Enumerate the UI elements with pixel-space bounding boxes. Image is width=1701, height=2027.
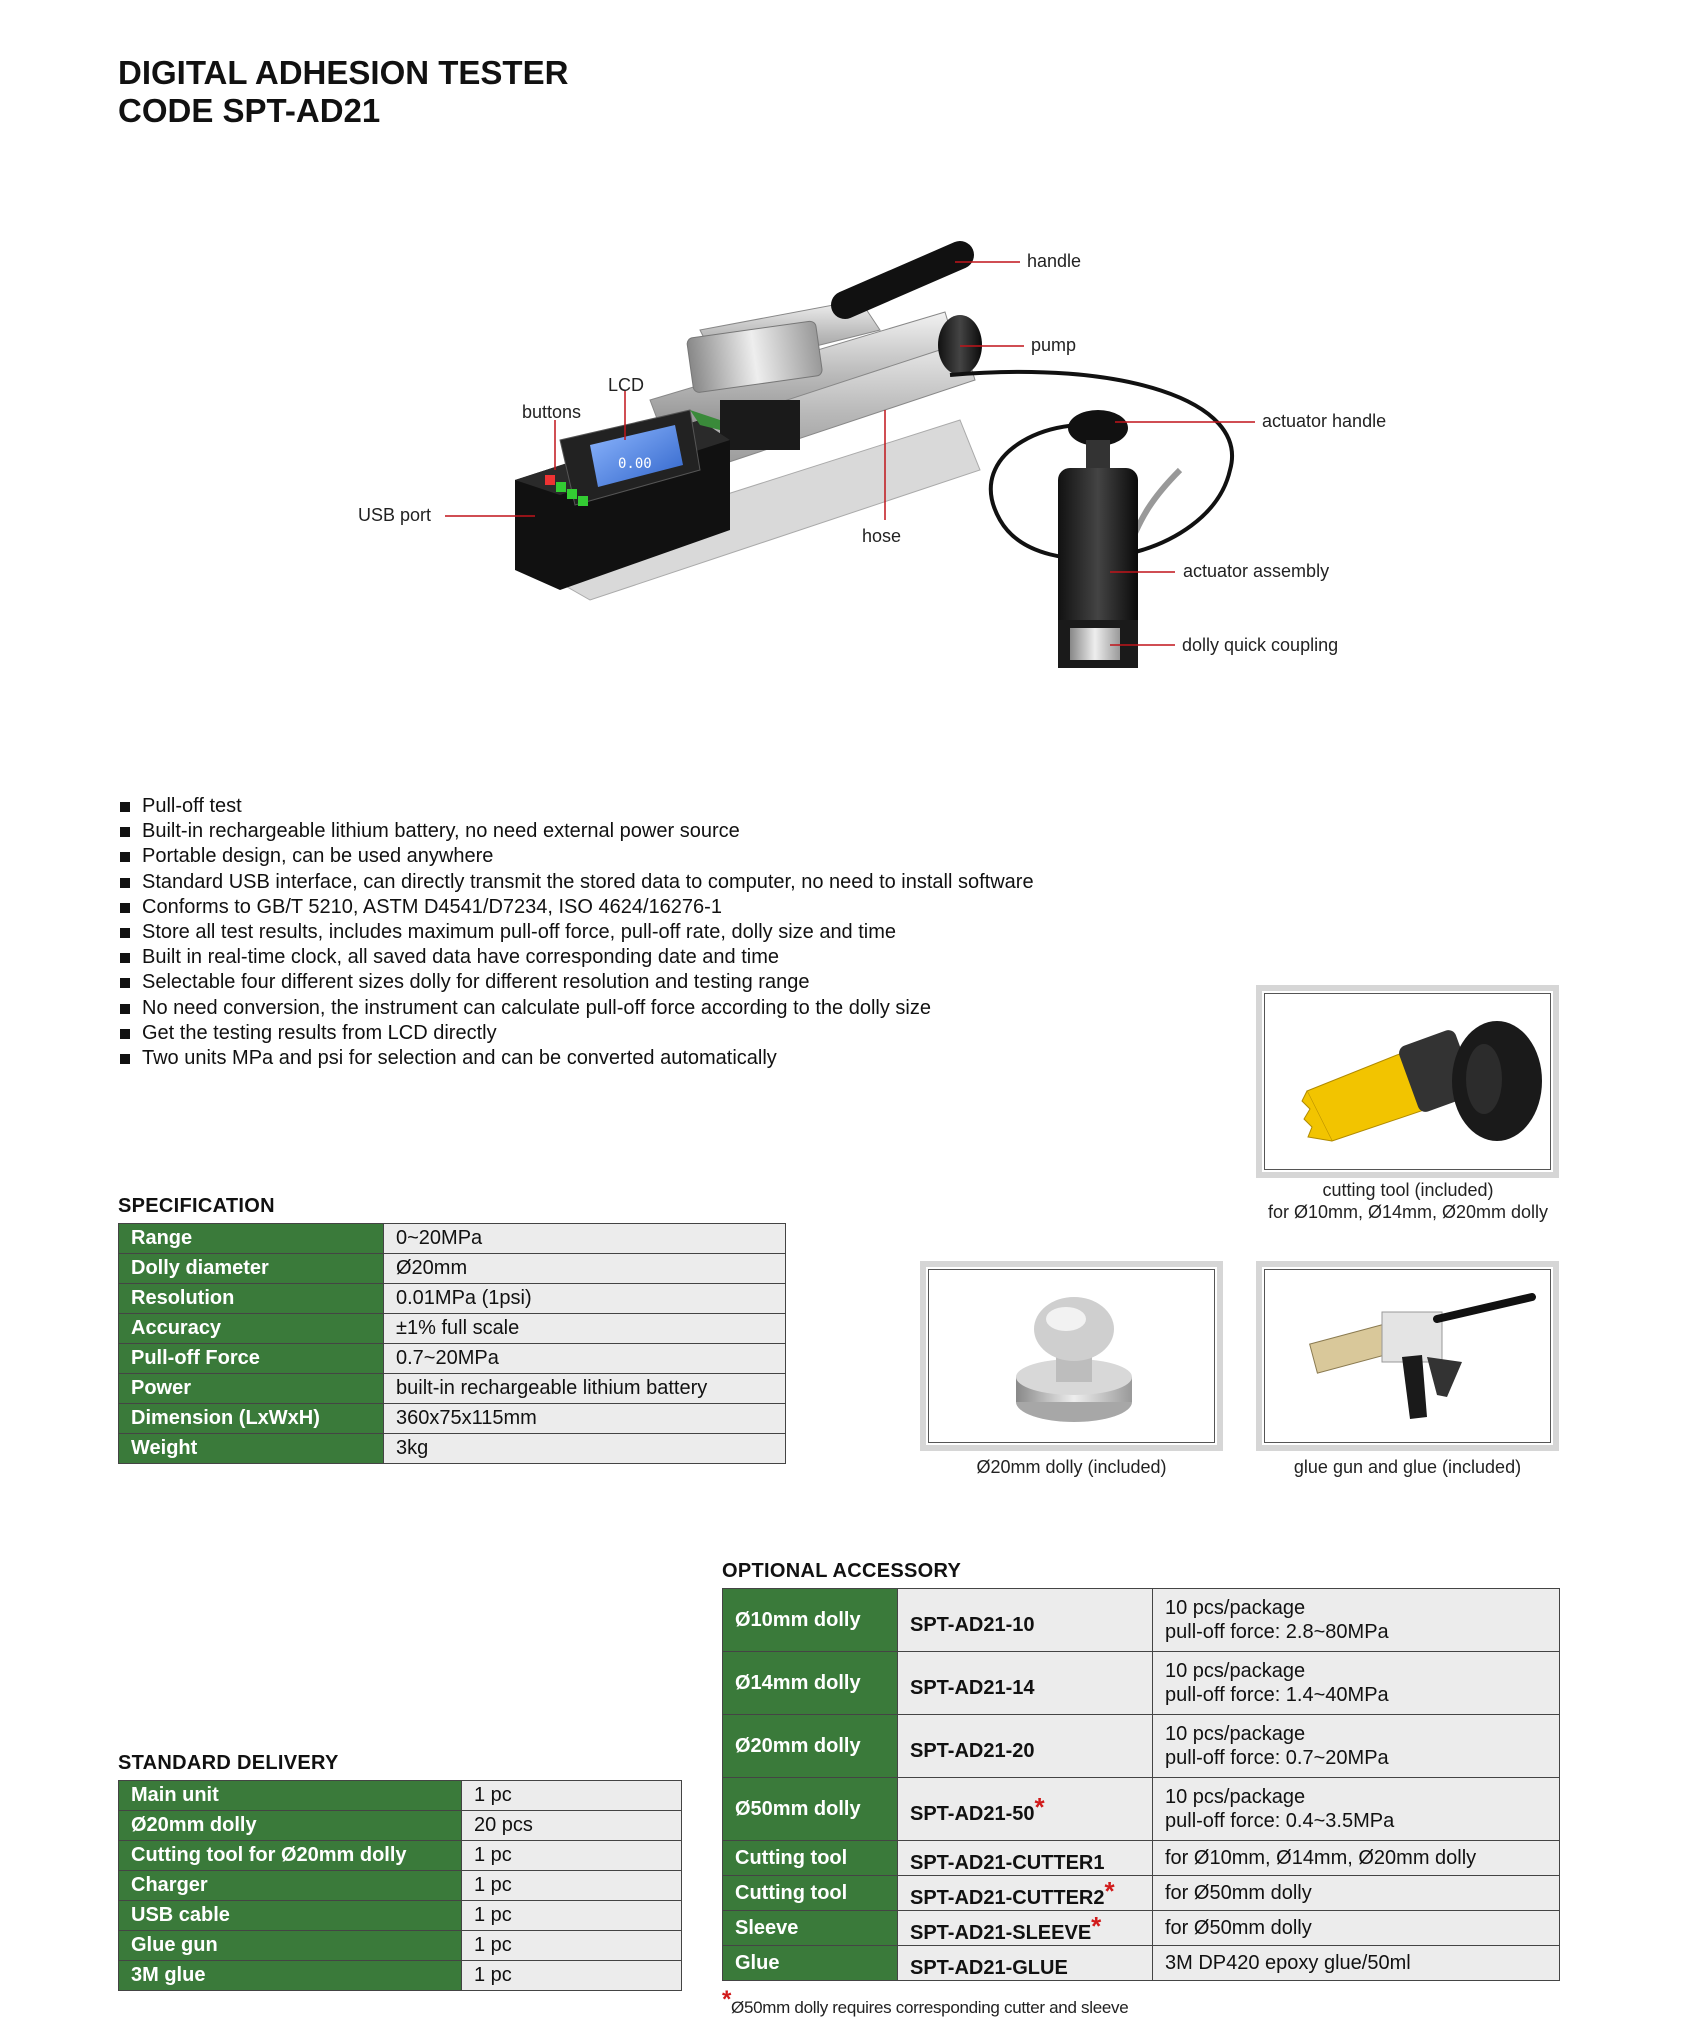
- table-row: [119, 1434, 786, 1464]
- delivery-label: USB cable: [119, 1901, 462, 1931]
- specification-table: [118, 1223, 786, 1464]
- table-row: [119, 1404, 786, 1434]
- table-row: [723, 1715, 1560, 1778]
- accessory-label: Glue: [723, 1946, 898, 1981]
- table-row: [119, 1961, 682, 1991]
- delivery-qty: 20 pcs: [462, 1811, 682, 1841]
- callout-hose: hose: [862, 526, 902, 546]
- table-row: [119, 1931, 682, 1961]
- callout-dolly-quick-coupling: dolly quick coupling: [1182, 635, 1339, 655]
- accessory-code: SPT-AD21-14: [898, 1652, 1153, 1715]
- delivery-qty: 1 pc: [462, 1781, 682, 1811]
- callout-handle: handle: [1027, 251, 1082, 271]
- accessory-desc: for Ø50mm dolly: [1153, 1911, 1560, 1946]
- accessory-code: SPT-AD21-SLEEVE*: [898, 1911, 1153, 1946]
- footnote-text: Ø50mm dolly requires corresponding cutter and sleeve: [731, 1998, 1129, 2017]
- delivery-label: Glue gun: [119, 1931, 462, 1961]
- table-row: [119, 1314, 786, 1344]
- accessory-label: Sleeve: [723, 1911, 898, 1946]
- accessory-code: SPT-AD21-10: [898, 1589, 1153, 1652]
- feature-item: Portable design, can be used anywhere: [120, 844, 1034, 869]
- spec-label: Range: [119, 1224, 384, 1254]
- spec-label: Dolly diameter: [119, 1254, 384, 1284]
- spec-label: Pull-off Force: [119, 1344, 384, 1374]
- optional-accessory-title: OPTIONAL ACCESSORY: [722, 1560, 962, 1582]
- delivery-label: Main unit: [119, 1781, 462, 1811]
- accessory-desc: 10 pcs/package pull-off force: 0.4~3.5MPa: [1153, 1778, 1560, 1841]
- spec-value: Ø20mm: [384, 1254, 786, 1284]
- accessory-desc: 10 pcs/package pull-off force: 2.8~80MPa: [1153, 1589, 1560, 1652]
- feature-item: Get the testing results from LCD directly: [120, 1021, 1034, 1046]
- spec-label: Weight: [119, 1434, 384, 1464]
- callout-buttons: buttons: [522, 402, 582, 422]
- callout-pump: pump: [1031, 335, 1077, 355]
- callout-usb-port: USB port: [358, 505, 432, 525]
- title-line-2: CODE SPT-AD21: [118, 92, 381, 129]
- accessory-desc: for Ø10mm, Ø14mm, Ø20mm dolly: [1153, 1841, 1560, 1876]
- accessory-code: SPT-AD21-GLUE: [898, 1946, 1153, 1981]
- delivery-qty: 1 pc: [462, 1961, 682, 1991]
- accessory-desc: 10 pcs/package pull-off force: 1.4~40MPa: [1153, 1652, 1560, 1715]
- page-title: [118, 54, 568, 130]
- lcd-reading: 0.00: [618, 456, 652, 472]
- delivery-label: Ø20mm dolly: [119, 1811, 462, 1841]
- feature-item: Conforms to GB/T 5210, ASTM D4541/D7234, ISO 4624/16276-1: [120, 895, 1034, 920]
- cutting-tool-image: [1262, 991, 1553, 1172]
- cutting-tool-caption-line1: cutting tool (included): [1322, 1180, 1494, 1200]
- dolly-image: [926, 1267, 1217, 1445]
- accessory-code: SPT-AD21-20: [898, 1715, 1153, 1778]
- title-line-1: DIGITAL ADHESION TESTER: [118, 54, 569, 91]
- spec-value: ±1% full scale: [384, 1314, 786, 1344]
- callout-actuator-assembly: actuator assembly: [1183, 561, 1330, 581]
- feature-item: Built-in rechargeable lithium battery, no need external power source: [120, 819, 1034, 844]
- feature-list: [120, 794, 1034, 1071]
- footnote-star: *: [722, 1986, 732, 2013]
- optional-accessory-table: [722, 1588, 1560, 1981]
- spec-label: Resolution: [119, 1284, 384, 1314]
- dolly-photo: [920, 1261, 1223, 1451]
- cutting-tool-caption-line2: for Ø10mm, Ø14mm, Ø20mm dolly: [1267, 1202, 1549, 1222]
- delivery-label: 3M glue: [119, 1961, 462, 1991]
- feature-item: Two units MPa and psi for selection and can be converted automatically: [120, 1046, 1034, 1071]
- accessory-code: SPT-AD21-50*: [898, 1778, 1153, 1841]
- accessory-code: SPT-AD21-CUTTER2*: [898, 1876, 1153, 1911]
- delivery-label: Charger: [119, 1871, 462, 1901]
- dolly-caption: Ø20mm dolly (included): [976, 1457, 1167, 1477]
- glue-gun-photo: [1256, 1261, 1559, 1451]
- spec-label: Dimension (LxWxH): [119, 1404, 384, 1434]
- delivery-qty: 1 pc: [462, 1871, 682, 1901]
- cutting-tool-photo: [1256, 985, 1559, 1178]
- accessory-code: SPT-AD21-CUTTER1: [898, 1841, 1153, 1876]
- standard-delivery-table: [118, 1780, 682, 1991]
- table-row: [723, 1911, 1560, 1946]
- callout-lcd: LCD: [608, 375, 645, 395]
- table-row: [723, 1946, 1560, 1981]
- feature-item: Built in real-time clock, all saved data have corresponding date and time: [120, 945, 1034, 970]
- table-row: [723, 1876, 1560, 1911]
- accessory-footnote: [722, 1986, 1128, 2018]
- delivery-qty: 1 pc: [462, 1901, 682, 1931]
- feature-item: Standard USB interface, can directly transmit the stored data to computer, no need to install software: [120, 870, 1034, 895]
- delivery-qty: 1 pc: [462, 1931, 682, 1961]
- table-row: [119, 1811, 682, 1841]
- accessory-label: Ø20mm dolly: [723, 1715, 898, 1778]
- delivery-label: Cutting tool for Ø20mm dolly: [119, 1841, 462, 1871]
- feature-item: Pull-off test: [120, 794, 1034, 819]
- feature-item: Store all test results, includes maximum pull-off force, pull-off rate, dolly size and time: [120, 920, 1034, 945]
- callout-actuator-handle: actuator handle: [1262, 411, 1387, 431]
- table-row: [119, 1254, 786, 1284]
- accessory-desc: 10 pcs/package pull-off force: 0.7~20MPa: [1153, 1715, 1560, 1778]
- table-row: [119, 1374, 786, 1404]
- spec-value: 0.7~20MPa: [384, 1344, 786, 1374]
- feature-item: Selectable four different sizes dolly for different resolution and testing range: [120, 970, 1034, 995]
- specification-title: SPECIFICATION: [118, 1195, 275, 1217]
- spec-value: 3kg: [384, 1434, 786, 1464]
- table-row: [723, 1652, 1560, 1715]
- glue-gun-caption: glue gun and glue (included): [1293, 1457, 1522, 1477]
- spec-label: Power: [119, 1374, 384, 1404]
- accessory-label: Cutting tool: [723, 1841, 898, 1876]
- feature-item: No need conversion, the instrument can calculate pull-off force according to the dolly size: [120, 996, 1034, 1021]
- table-row: [723, 1841, 1560, 1876]
- table-row: [119, 1901, 682, 1931]
- spec-value: built-in rechargeable lithium battery: [384, 1374, 786, 1404]
- table-row: [119, 1841, 682, 1871]
- table-row: [723, 1778, 1560, 1841]
- spec-value: 0~20MPa: [384, 1224, 786, 1254]
- table-row: [119, 1224, 786, 1254]
- delivery-qty: 1 pc: [462, 1841, 682, 1871]
- cutting-tool-caption: [1240, 1179, 1576, 1223]
- glue-gun-image: [1262, 1267, 1553, 1445]
- standard-delivery-title: STANDARD DELIVERY: [118, 1752, 339, 1774]
- spec-label: Accuracy: [119, 1314, 384, 1344]
- accessory-desc: for Ø50mm dolly: [1153, 1876, 1560, 1911]
- product-illustration: [0, 220, 1701, 720]
- accessory-label: Ø14mm dolly: [723, 1652, 898, 1715]
- table-row: [119, 1344, 786, 1374]
- table-row: [723, 1589, 1560, 1652]
- spec-value: 0.01MPa (1psi): [384, 1284, 786, 1314]
- table-row: [119, 1284, 786, 1314]
- table-row: [119, 1781, 682, 1811]
- accessory-desc: 3M DP420 epoxy glue/50ml: [1153, 1946, 1560, 1981]
- table-row: [119, 1871, 682, 1901]
- spec-value: 360x75x115mm: [384, 1404, 786, 1434]
- accessory-label: Ø50mm dolly: [723, 1778, 898, 1841]
- accessory-label: Cutting tool: [723, 1876, 898, 1911]
- accessory-label: Ø10mm dolly: [723, 1589, 898, 1652]
